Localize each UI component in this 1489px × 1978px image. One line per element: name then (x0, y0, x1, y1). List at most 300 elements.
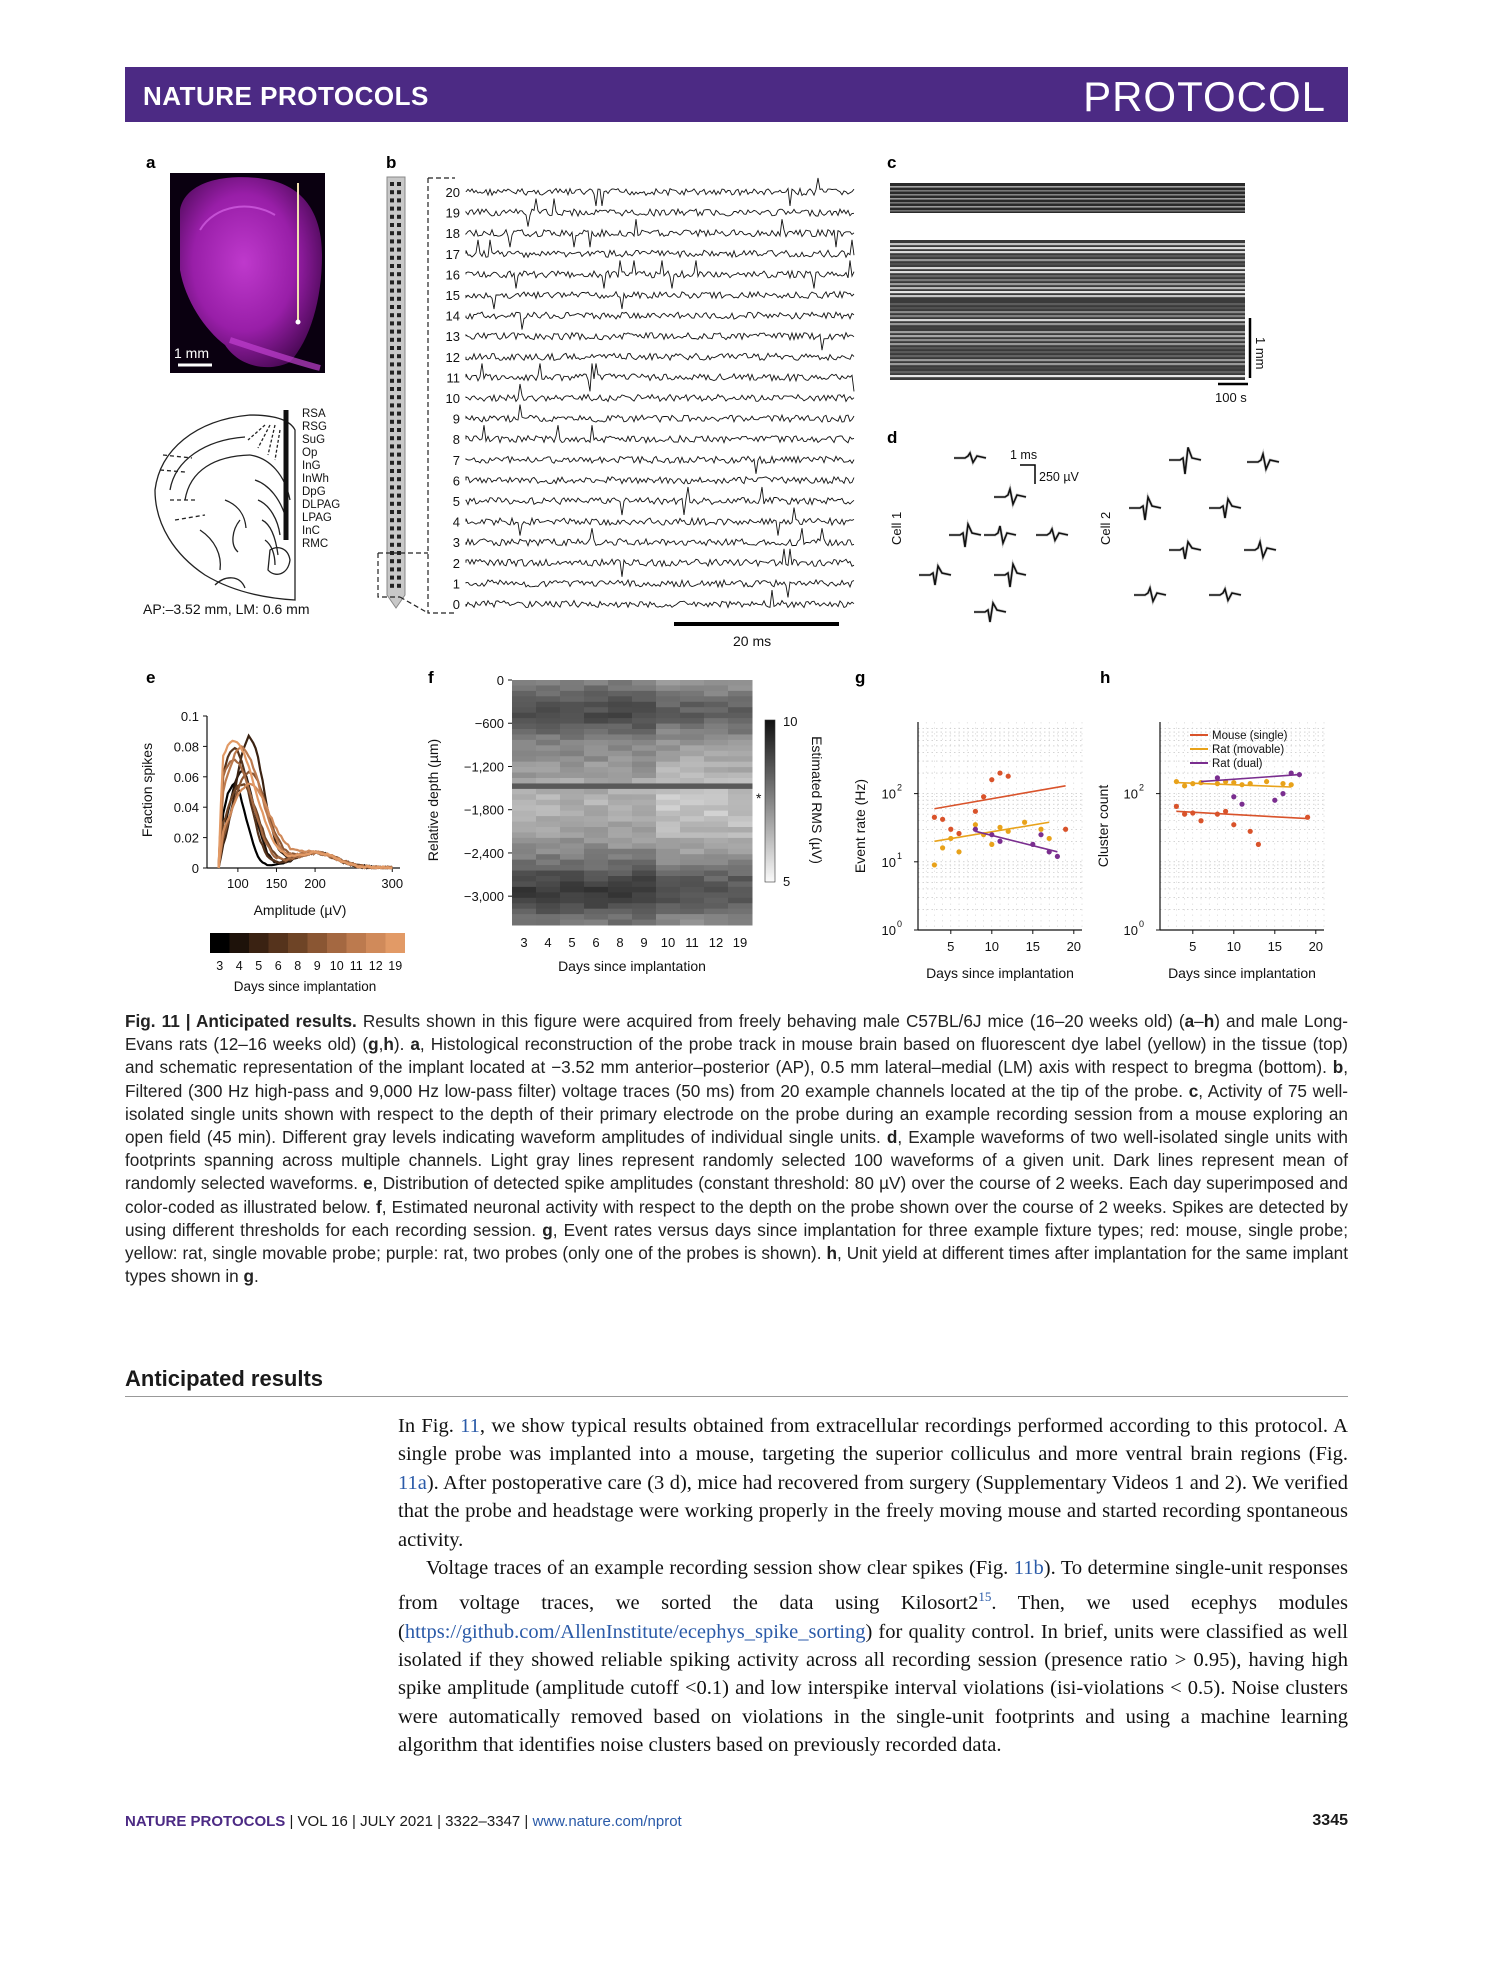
heatmap-cell (680, 827, 705, 833)
heatmap-cell (536, 691, 561, 697)
probe-site (397, 526, 401, 530)
heatmap-cell (584, 914, 609, 920)
y-tick-exponent: 2 (897, 782, 903, 793)
caption-text: Results shown in this figure were acquired from freely behaving male C57BL/6J mice (16–20 weeks old) ( (356, 1011, 1185, 1031)
caption-ref: g (243, 1266, 254, 1287)
probe-site (390, 535, 394, 539)
heatmap-cell (704, 778, 729, 784)
heatmap-cell (632, 838, 657, 844)
channel-label: 15 (445, 288, 460, 303)
heatmap-cell (560, 685, 585, 691)
heatmap-cell (632, 816, 657, 822)
heatmap-cell (632, 762, 657, 768)
heatmap-cell (512, 838, 537, 844)
heatmap-cell (584, 849, 609, 855)
heatmap-cell (656, 691, 681, 697)
heatmap-cell (560, 920, 585, 926)
data-point (1248, 829, 1253, 834)
heatmap-cell (632, 773, 657, 779)
heatmap-cell (536, 718, 561, 724)
trace-channel (466, 549, 854, 577)
heatmap-cell (728, 832, 753, 838)
heatmap-cell (632, 740, 657, 746)
heatmap-cell (656, 898, 681, 904)
caption-text: , Event rates versus days since implantation for three example fixture types; red: mouse, single probe; yellow: rat, single movable probe; purple: rat, two probes (only one of the probes is shown). (125, 1219, 1348, 1264)
heatmap-cell (728, 920, 753, 926)
heatmap-cell (728, 909, 753, 915)
heatmap-cell (728, 843, 753, 849)
heatmap-cell (608, 773, 633, 779)
heatmap-cell (656, 762, 681, 768)
probe-site (390, 280, 394, 284)
heatmap-cell (632, 696, 657, 702)
y-tick-label: −1,200 (463, 759, 504, 775)
heatmap-cell (704, 876, 729, 882)
heatmap-cell (512, 707, 537, 713)
heatmap-cell (560, 680, 585, 686)
colorbar-tick-label: 12 (368, 959, 383, 973)
probe-site (397, 215, 401, 219)
channel-label: 1 (452, 576, 460, 592)
region-label: Op (302, 447, 318, 459)
probe-site (397, 428, 401, 432)
heatmap-cell (632, 680, 657, 686)
caption-text: , Filtered (300 Hz high-pass and 9,000 Hz low-pass filter) voltage traces (50 ms) from 20 example channels located at the tip of the probe. (125, 1057, 1348, 1101)
heatmap-cell (536, 707, 561, 713)
section-heading: Anticipated results (125, 1366, 324, 1391)
footer-sep: | (520, 1813, 533, 1830)
heatmap-cell (656, 909, 681, 915)
heatmap-cell (608, 871, 633, 877)
heatmap-cell (680, 702, 705, 708)
heatmap-cell (560, 751, 585, 757)
trace-channel (466, 477, 854, 484)
caption-text: , Example waveforms of two well-isolated single units with footprints spanning across multiple channels. Light gray lines represent randomly selected 100 waveforms of a given unit. Dark lines represent mean of randomly selected waveforms. (125, 1127, 1348, 1194)
heatmap-cell (728, 745, 753, 751)
heatmap-cell (704, 811, 729, 817)
heatmap-cell (536, 696, 561, 702)
data-point (1198, 818, 1203, 823)
heatmap-cell (728, 685, 753, 691)
channel-label: 5 (452, 494, 460, 509)
heatmap-cell (608, 865, 633, 871)
probe-site (397, 272, 401, 276)
raster-unit-row (890, 291, 1245, 293)
heatmap-cell (728, 778, 753, 784)
heatmap-cell (512, 887, 537, 893)
heatmap-cell (632, 811, 657, 817)
footer-url[interactable]: www.nature.com/nprot (532, 1813, 682, 1830)
probe-site (390, 362, 394, 366)
colorbar-title: Estimated RMS (µV) (809, 736, 825, 864)
heatmap-cell (656, 756, 681, 762)
heatmap-cell (608, 745, 633, 751)
heatmap-cell (512, 718, 537, 724)
heatmap-cell (656, 865, 681, 871)
heatmap-cell (632, 707, 657, 713)
data-point (948, 827, 953, 832)
heatmap-cell (560, 822, 585, 828)
raster-unit-row (890, 299, 1245, 301)
footer-sep: | (432, 1813, 446, 1830)
heatmap-cell (704, 860, 729, 866)
raster-unit-row (890, 331, 1245, 333)
heatmap-cell (512, 816, 537, 822)
heatmap-cell (608, 822, 633, 828)
probe-site (397, 362, 401, 366)
heatmap-cell (704, 680, 729, 686)
channel-label: 0 (452, 597, 460, 612)
region-label: InC (302, 525, 320, 537)
body-text (398, 1412, 1348, 1760)
heatmap-cell (632, 849, 657, 855)
caption-text: . (253, 1266, 259, 1287)
heatmap-cell (632, 729, 657, 735)
heatmap-cell (728, 751, 753, 757)
data-point (1289, 770, 1294, 775)
github-link[interactable]: https://github.com/AllenInstitute/ecephys_spike_sorting (404, 1620, 866, 1643)
colorbar-swatch (288, 933, 308, 953)
article-type: PROTOCOL (1083, 73, 1326, 120)
heatmap-cell (560, 805, 585, 811)
heatmap-cell (728, 773, 753, 779)
heatmap-cell (536, 832, 561, 838)
panel-label-g: g (855, 668, 866, 687)
voltage-traces (466, 178, 854, 608)
panel-label-f: f (428, 668, 434, 687)
heatmap-cell (632, 865, 657, 871)
legend-label: Mouse (single) (1212, 730, 1288, 742)
heatmap-cell (680, 778, 705, 784)
heatmap-cell (608, 860, 633, 866)
heatmap-cell (728, 762, 753, 768)
data-point (1289, 782, 1294, 787)
caption-text: , Distribution of detected spike amplitudes (constant threshold: 80 µV) over the course of 2 weeks. Each day superimposed and color-coded as illustrated below. (125, 1173, 1348, 1217)
raster-unit-row (890, 311, 1245, 313)
heatmap-cell (704, 762, 729, 768)
data-point (1047, 836, 1052, 841)
data-point (932, 862, 937, 867)
heatmap-cell (680, 707, 705, 713)
channel-label: 13 (445, 329, 460, 345)
heatmap-cell (704, 685, 729, 691)
probe-site (390, 215, 394, 219)
waveform-amp-scale: 250 µV (1039, 470, 1079, 484)
heatmap-cell (704, 702, 729, 708)
y-tick-label: 10 (1123, 923, 1138, 938)
heatmap-cell (632, 783, 657, 789)
channel-label: 4 (452, 514, 460, 530)
raster-unit-row (890, 275, 1245, 277)
heatmap-cell (728, 805, 753, 811)
heatmap-cell (680, 887, 705, 893)
heatmap-cell (536, 909, 561, 915)
data-point (973, 809, 978, 814)
heatmap-cell (560, 783, 585, 789)
colorbar-swatch (327, 933, 347, 953)
heatmap-cell (608, 838, 633, 844)
y-tick-label: 0.08 (173, 739, 199, 755)
heatmap-cell (584, 887, 609, 893)
heatmap-cell (656, 892, 681, 898)
heatmap-cell (512, 724, 537, 730)
heatmap-cell (560, 909, 585, 915)
heatmap-cell (680, 876, 705, 882)
probe-site (397, 313, 401, 317)
heatmap-cell (512, 734, 537, 740)
colorbar-tick-label: 10 (329, 959, 344, 973)
channel-label: 11 (446, 370, 460, 386)
data-point (1190, 810, 1195, 815)
heatmap-cell (608, 713, 633, 719)
figure-link[interactable]: 11a (398, 1471, 427, 1494)
heatmap-cell (512, 881, 537, 887)
data-point (1248, 781, 1253, 786)
heatmap-cell (560, 898, 585, 904)
heatmap-cell (608, 920, 633, 926)
footer-date: JULY 2021 (360, 1813, 433, 1830)
heatmap-cell (632, 909, 657, 915)
data-point (997, 770, 1002, 775)
heatmap-cell (560, 745, 585, 751)
heatmap-cell (704, 707, 729, 713)
legend-label: Rat (dual) (1212, 758, 1263, 770)
data-point (1030, 842, 1035, 847)
heatmap-cell (560, 838, 585, 844)
heatmap-cell (584, 773, 609, 779)
raster-unit-row (890, 210, 1245, 212)
heatmap-cell (536, 892, 561, 898)
caption-ref: f (375, 1196, 382, 1217)
y-axis-title: Event rate (Hz) (852, 778, 868, 874)
probe-site (390, 297, 394, 301)
heatmap-cell (584, 740, 609, 746)
text: , we show typical results obtained from extracellular recordings performed according to this protocol. A single probe was implanted into a mouse, targeting the superior colliculus and more ventral brain regions (Fig. (398, 1415, 1348, 1466)
heatmap-cell (728, 702, 753, 708)
probe-site (397, 280, 401, 284)
heatmap-cell (680, 920, 705, 926)
heatmap-cell (584, 680, 609, 686)
heatmap-cell (512, 729, 537, 735)
heatmap-cell (632, 892, 657, 898)
heatmap-cell (536, 729, 561, 735)
trace-channel (466, 363, 854, 391)
heatmap-cell (560, 876, 585, 882)
heatmap-cell (584, 805, 609, 811)
raster-unit-row (890, 198, 1245, 200)
probe-site (397, 371, 401, 375)
reference-link[interactable]: 15 (978, 1589, 992, 1605)
x-tick-label: 5 (1189, 939, 1197, 954)
probe-site (390, 584, 394, 588)
heatmap-cell (536, 920, 561, 926)
heatmap-cell (704, 892, 729, 898)
heatmap-cell (656, 843, 681, 849)
heatmap-cell (656, 871, 681, 877)
data-point (1215, 781, 1220, 786)
probe-site (397, 485, 401, 489)
heatmap-cell (608, 778, 633, 784)
heatmap-cell (680, 729, 705, 735)
data-point (1182, 812, 1187, 817)
heatmap-cell (536, 745, 561, 751)
heatmap-cell (680, 762, 705, 768)
heatmap-cell (704, 805, 729, 811)
channel-label: 9 (452, 411, 460, 427)
heatmap-cell (608, 903, 633, 909)
raster-unit-row (890, 263, 1245, 265)
heatmap-cell (704, 827, 729, 833)
heatmap-cell (656, 778, 681, 784)
heatmap-cell (584, 871, 609, 877)
probe-site (390, 338, 394, 342)
heatmap-cell (632, 702, 657, 708)
channel-label: 3 (452, 535, 460, 551)
heatmap-cell (560, 696, 585, 702)
heatmap-cell (632, 805, 657, 811)
heatmap-cell (656, 903, 681, 909)
x-axis-title: Days since implantation (926, 965, 1074, 981)
x-tick-label: 4 (544, 935, 552, 950)
probe-site (390, 436, 394, 440)
channel-label: 6 (452, 473, 460, 489)
heatmap-cell (632, 691, 657, 697)
heatmap-cell (584, 838, 609, 844)
heatmap-cell (656, 860, 681, 866)
heatmap-cell (728, 838, 753, 844)
heatmap-cell (536, 854, 561, 860)
heatmap-cell (584, 718, 609, 724)
heatmap-cell (536, 685, 561, 691)
figure-link[interactable]: 11 (460, 1415, 480, 1437)
colorbar-tick-label: 5 (783, 874, 791, 889)
heatmap-cell (704, 718, 729, 724)
probe-site (390, 412, 394, 416)
footer-citation (125, 1813, 682, 1830)
raster-unit-row (890, 355, 1245, 357)
y-tick-label: −2,400 (463, 845, 504, 861)
heatmap-cell (512, 854, 537, 860)
heatmap-cell (704, 909, 729, 915)
raster-unit-row (890, 283, 1245, 285)
probe-site (390, 518, 394, 522)
heatmap-cell (512, 745, 537, 751)
colorbar-tick-label: 5 (255, 959, 263, 973)
probe-site (397, 412, 401, 416)
heatmap-cell (632, 843, 657, 849)
footer-journal: NATURE PROTOCOLS (125, 1813, 286, 1830)
probe-site (390, 264, 394, 268)
heatmap-cell (536, 751, 561, 757)
heatmap-cell (584, 800, 609, 806)
heatmap-cell (680, 865, 705, 871)
heatmap-cell (608, 827, 633, 833)
raster-unit-row (890, 375, 1245, 377)
probe-site (390, 453, 394, 457)
probe-site (390, 494, 394, 498)
data-point (1174, 779, 1179, 784)
heatmap-cell (680, 696, 705, 702)
heatmap-cell (608, 854, 633, 860)
probe-site (390, 543, 394, 547)
heatmap-cell (656, 680, 681, 686)
heatmap-cell (608, 832, 633, 838)
heatmap-cell (608, 805, 633, 811)
heatmap-cell (704, 800, 729, 806)
raster-unit-row (890, 190, 1245, 192)
probe-site (397, 477, 401, 481)
heatmap-cell (728, 887, 753, 893)
heatmap-cell (536, 898, 561, 904)
heatmap-cell (680, 860, 705, 866)
waveform-scale-bar (1020, 465, 1035, 484)
caption-ref: h (1203, 1011, 1215, 1031)
heatmap-cell (704, 713, 729, 719)
trace-channel (466, 240, 854, 257)
heatmap-cell (584, 762, 609, 768)
raster-unit-row (890, 339, 1245, 341)
colorbar-swatch (347, 933, 367, 953)
raster-unit-row (890, 335, 1245, 337)
probe-site (397, 469, 401, 473)
heatmap-cell (704, 887, 729, 893)
footer-sep: | (285, 1813, 298, 1830)
x-tick-label: 3 (520, 935, 528, 950)
data-point (940, 817, 945, 822)
probe-site (390, 289, 394, 293)
heatmap-cell (632, 789, 657, 795)
heatmap-cell (680, 745, 705, 751)
heatmap-cell (704, 794, 729, 800)
probe-site (390, 576, 394, 580)
data-point (989, 842, 994, 847)
heatmap-cell (680, 898, 705, 904)
heatmap-cell (656, 789, 681, 795)
probe-site (390, 526, 394, 530)
heatmap-cell (560, 724, 585, 730)
heatmap-cell (680, 789, 705, 795)
heatmap-cell (512, 783, 537, 789)
heatmap-cell (656, 702, 681, 708)
heatmap-cell (632, 734, 657, 740)
probe-site (390, 313, 394, 317)
heatmap-cell (656, 729, 681, 735)
channel-label: 7 (452, 452, 460, 468)
heatmap-cell (656, 800, 681, 806)
heatmap-cell (536, 767, 561, 773)
heatmap-cell (608, 800, 633, 806)
data-point (1047, 849, 1052, 854)
heatmap-cell (560, 718, 585, 724)
data-point (1239, 782, 1244, 787)
heatmap-cell (608, 756, 633, 762)
figure-caption (125, 1010, 1348, 1288)
probe-site (397, 567, 401, 571)
figure-link[interactable]: 11b (1013, 1557, 1044, 1580)
heatmap-cell (728, 740, 753, 746)
heatmap-cell (704, 838, 729, 844)
data-point (989, 777, 994, 782)
probe-site (397, 321, 401, 325)
probe-site (390, 379, 394, 383)
heatmap-cell (584, 892, 609, 898)
heatmap-cell (728, 724, 753, 730)
probe-site (397, 453, 401, 457)
channel-label: 14 (445, 308, 460, 324)
heatmap-cell (632, 920, 657, 926)
heatmap-cell (512, 794, 537, 800)
heatmap-cell (512, 920, 537, 926)
